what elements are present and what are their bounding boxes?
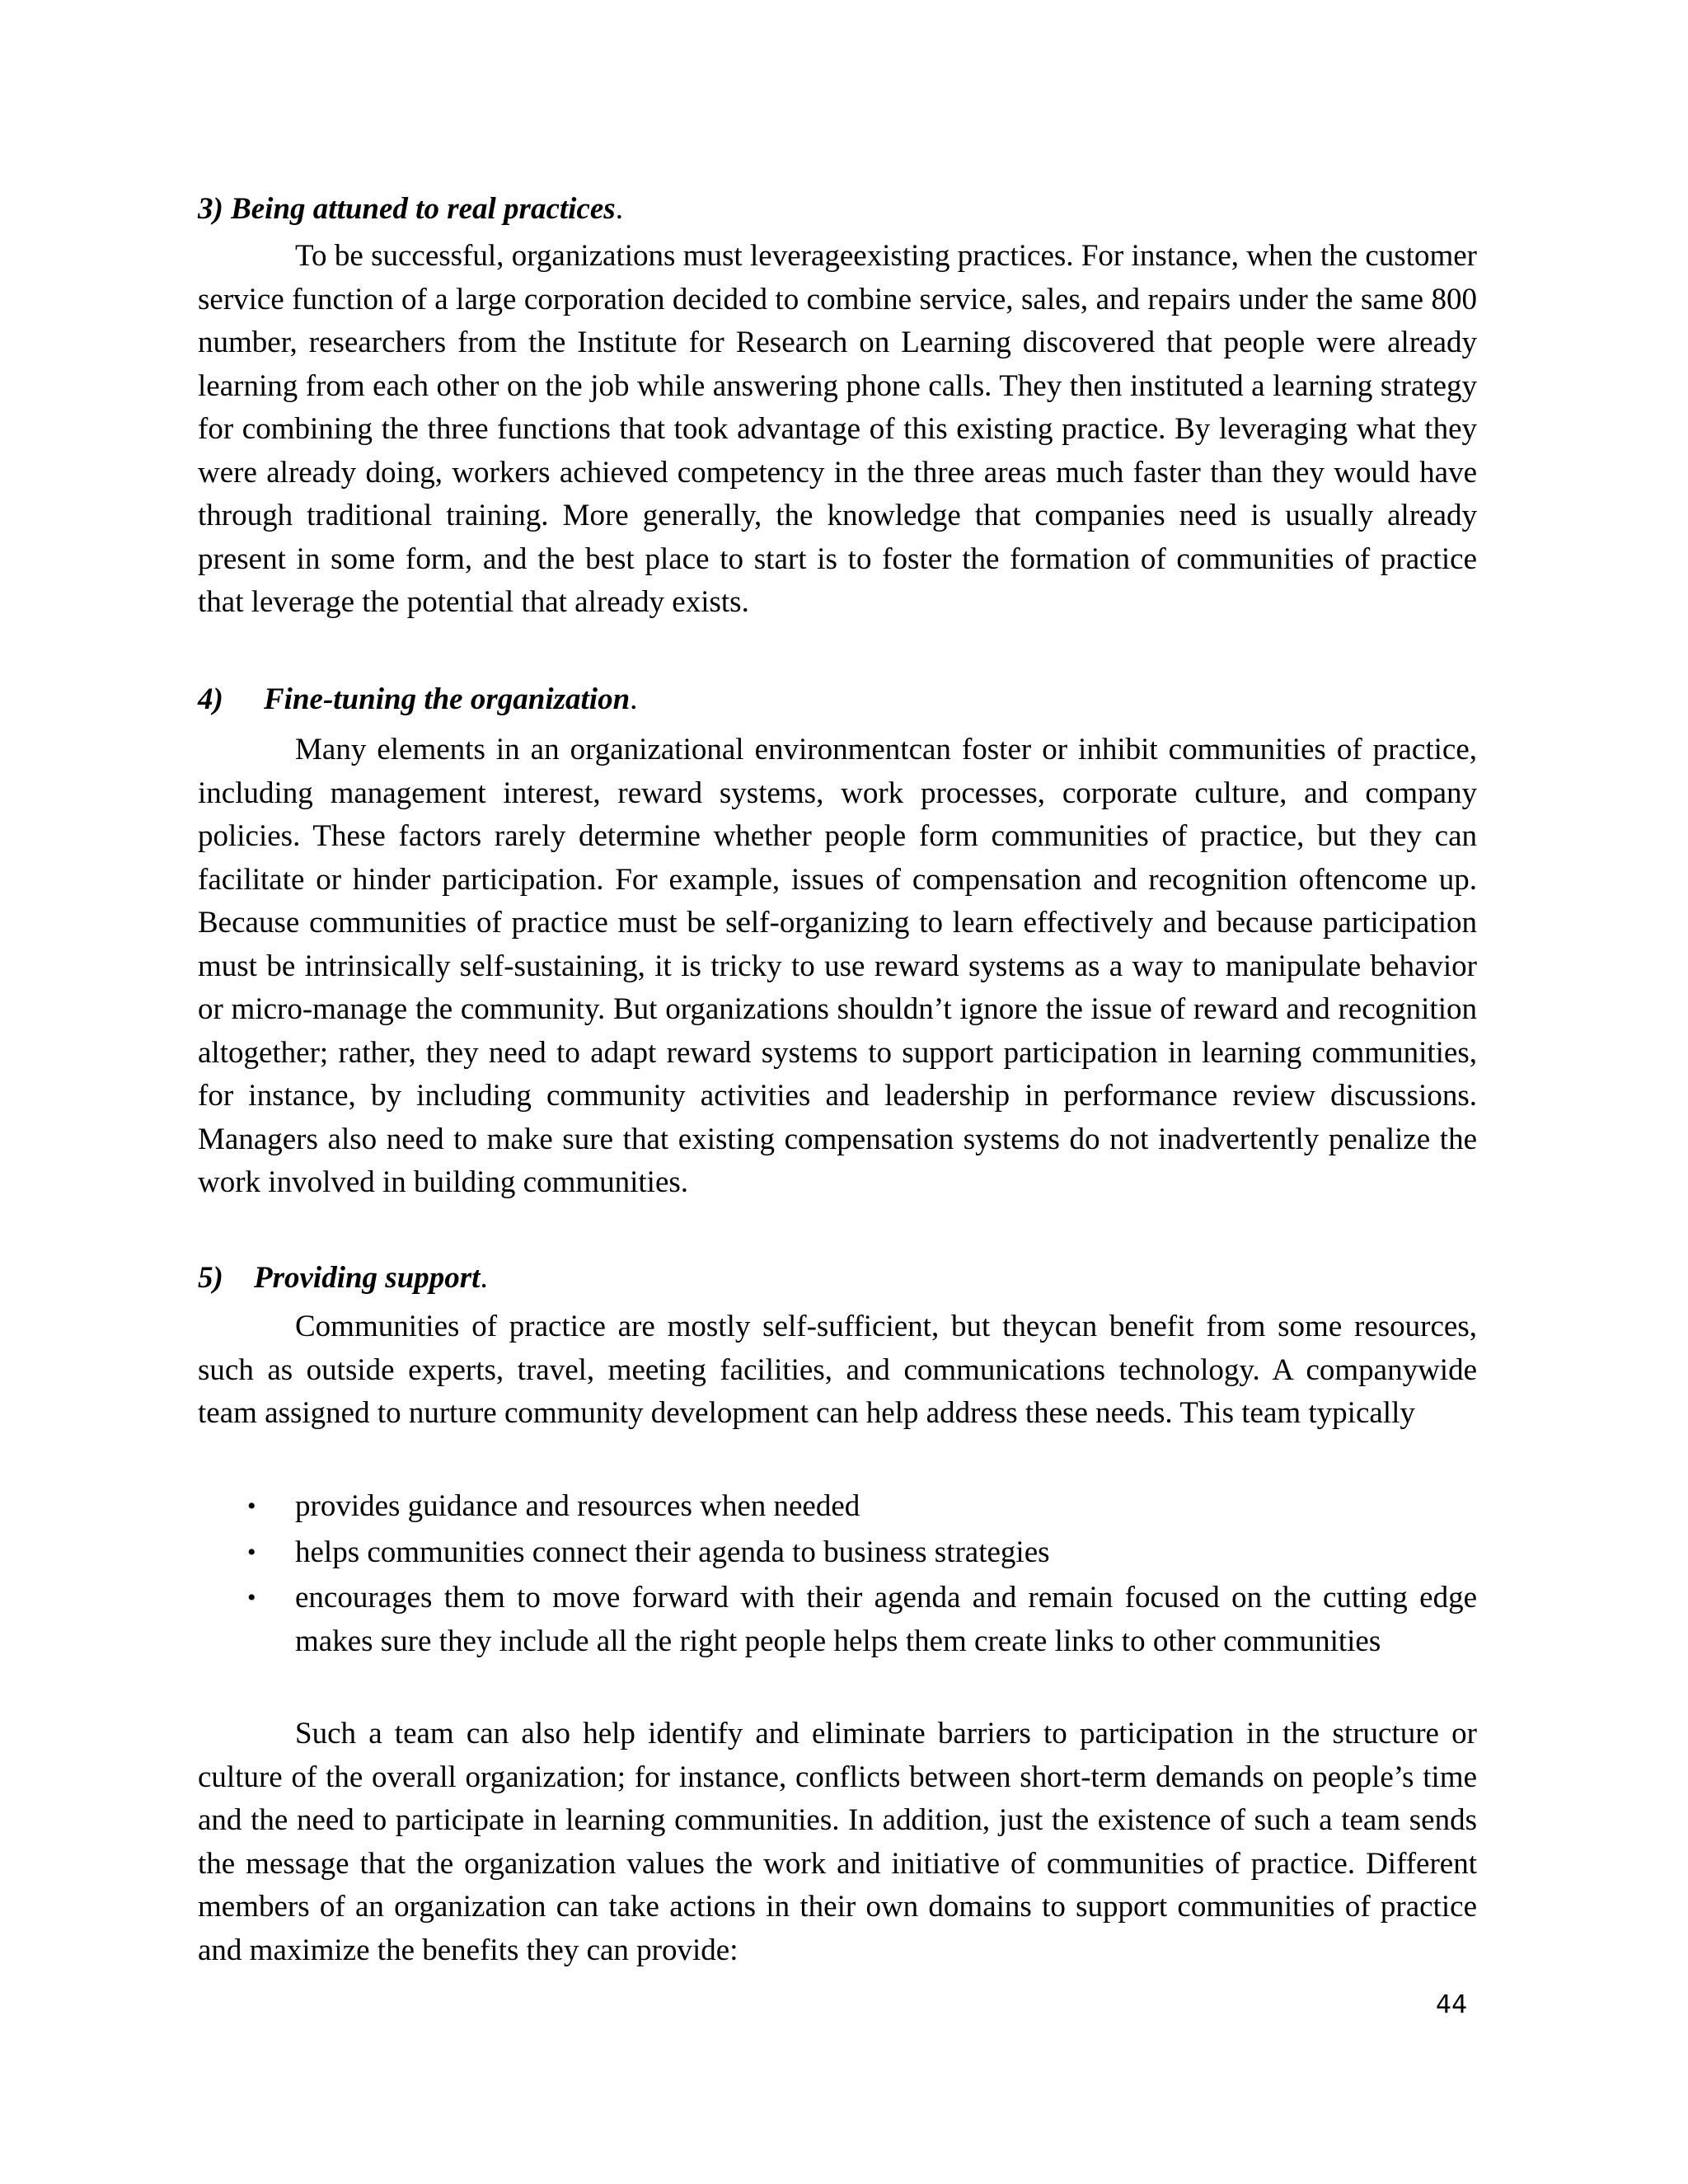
bullet-list bbox=[198, 1485, 1477, 1666]
section-number: 3) bbox=[198, 192, 223, 226]
section-title: Providing support bbox=[254, 1261, 481, 1295]
section-3-paragraph: To be successful, organizations must leverageexisting practices. For instance, when the customer service function of a large corporation decided to combine service, sales, and repairs under the same 800 number, researchers from the Institute for Research on Learning discovered that people were already learning from each other on the job while answering phone calls. They then instituted a learning strategy for combining the three functions that took advantage of this existing practice. By leveraging what they were already doing, workers achieved competency in the three areas much faster than they would have through traditional training. More generally, the knowledge that companies need is usually already present in some form, and the best place to start is to foster the formation of communities of practice that leverage the potential that already exists. bbox=[198, 239, 1477, 619]
section-number: 5) bbox=[198, 1261, 223, 1295]
page-number: 44 bbox=[1436, 1990, 1468, 2019]
list-item bbox=[198, 1577, 1477, 1663]
section-heading-5 bbox=[198, 1263, 488, 1293]
closing-paragraph: Such a team can also help identify and eliminate barriers to participation in the structure or culture of the overall organization; for instance, conflicts between short-term demands on people’s time and the need to participate in learning communities. In addition, just the existence of such a team sends the message that the organization values the work and initiative of communities of practice. Different members of an organization can take actions in their own domains to support communities of practice and maximize the benefits they can provide: bbox=[198, 1717, 1477, 1967]
list-item-text: provides guidance and resources when needed bbox=[295, 1489, 860, 1523]
list-item bbox=[198, 1485, 1477, 1529]
bullet-icon: • bbox=[247, 1493, 256, 1520]
heading-period: . bbox=[615, 192, 623, 226]
section-number: 4) bbox=[198, 682, 223, 716]
section-5-paragraph: Communities of practice are mostly self-sufficient, but theycan benefit from some resources, such as outside experts, travel, meeting facilities, and communications technology. A companywide team assigned to nurture community development can help address these needs. This team typically bbox=[198, 1310, 1477, 1430]
bullet-icon: • bbox=[247, 1538, 256, 1566]
section-heading-3 bbox=[198, 194, 623, 224]
section-heading-4 bbox=[198, 684, 637, 715]
section-4-paragraph: Many elements in an organizational environmentcan foster or inhibit communities of practice, including management interest, reward systems, work processes, corporate culture, and company policies. These factors rarely determine whether people form communities of practice, but they can facilitate or hinder participation. For example, issues of compensation and recognition oftencome up. Because communities of practice must be self-organizing to learn effectively and because participation must be intrinsically self-sustaining, it is tricky to use reward systems as a way to manipulate behavior or micro-manage the community. But organizations shouldn’t ignore the issue of reward and recognition altogether; rather, they need to adapt reward systems to support participation in learning communities, for instance, by including community activities and leadership in performance review discussions. Managers also need to make sure that existing compensation systems do not inadvertently penalize the work involved in building communities. bbox=[198, 733, 1477, 1199]
bullet-icon: • bbox=[247, 1584, 256, 1611]
heading-period: . bbox=[480, 1261, 488, 1295]
list-item-text: encourages them to move forward with their agenda and remain focused on the cutting edge makes sure they include all the right people helps them create links to other communities bbox=[295, 1581, 1477, 1658]
list-item bbox=[198, 1531, 1477, 1575]
section-title: Fine-tuning the organization bbox=[264, 682, 631, 716]
section-title: Being attuned to real practices bbox=[231, 192, 616, 226]
heading-period: . bbox=[630, 682, 638, 716]
list-item-text: helps communities connect their agenda to business strategies bbox=[295, 1535, 1050, 1569]
